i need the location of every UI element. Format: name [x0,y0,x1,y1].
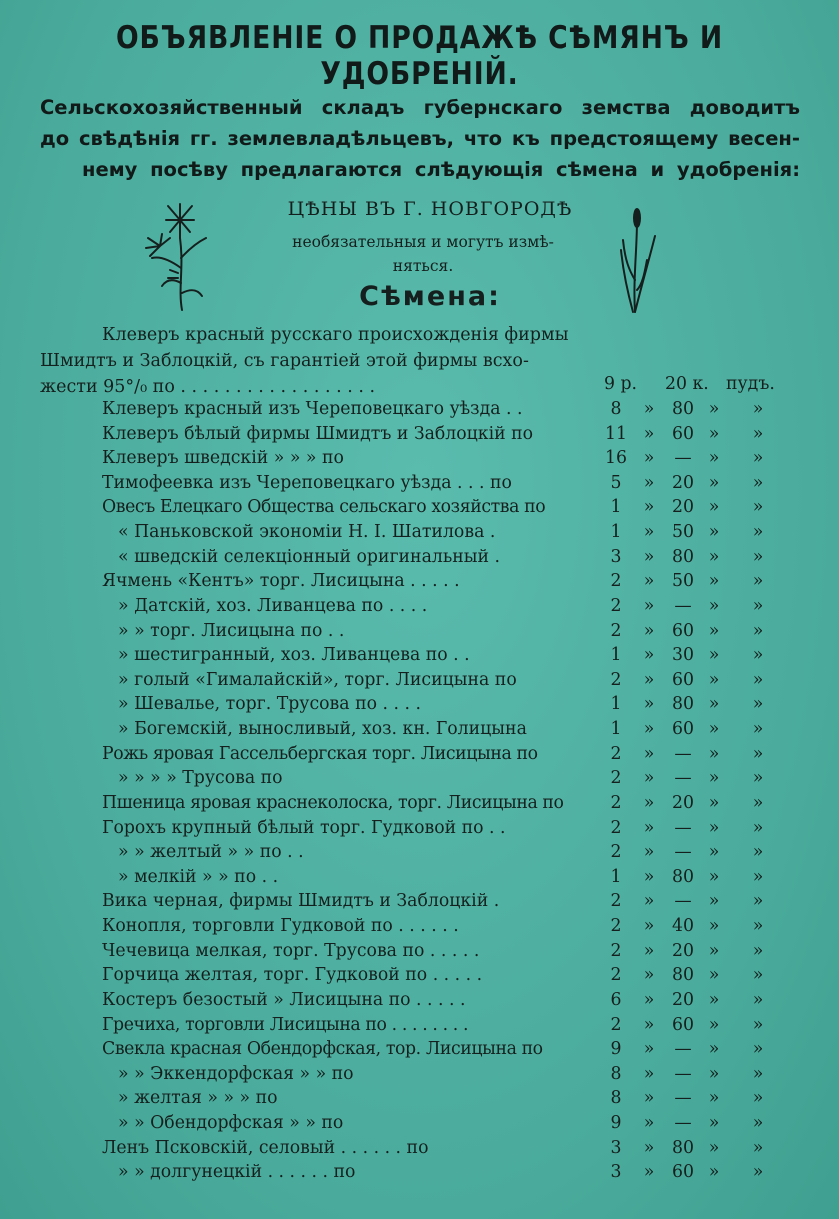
price-row [0,670,839,695]
ditto-mark: » [643,694,655,715]
price-rubles: 2 [610,768,622,789]
price-kopecks: — [674,1088,692,1109]
price-rubles: 1 [610,522,622,543]
note-line: необязательныя и могутъ измѣ- [292,233,554,251]
ditto-mark: » [752,1137,764,1158]
price-kopecks: — [674,891,692,912]
ditto-mark: » [643,595,655,616]
ditto-mark: » [752,423,764,444]
price-rubles: 9 р. [604,374,638,394]
price-kopecks: 60 [672,423,694,444]
ditto-mark: » [752,1088,764,1109]
price-kopecks: — [674,768,692,789]
price-kopecks: 60 [672,1162,694,1183]
price-rubles: 2 [610,1014,622,1035]
price-kopecks: 60 [672,620,694,641]
ditto-mark: » [643,891,655,912]
seeds-heading: Сѣмена: [359,281,501,312]
item-name: « Паньковской экономіи Н. І. Шатилова . [118,522,496,543]
first-item-line: жести 95°/₀ по . . . . . . . . . . . . . . . . . . [40,377,376,397]
ditto-mark: » [752,965,764,986]
price-row [0,1015,839,1040]
price-row [0,719,839,744]
price-rubles: 2 [610,792,622,813]
price-kopecks: — [674,1039,692,1060]
item-name: Вика черная, фирмы Шмидтъ и Заблоцкій . [102,891,500,912]
price-rubles: 1 [610,645,622,666]
price-rubles: 2 [610,620,622,641]
ditto-mark: » [752,546,764,567]
price-row [0,1039,839,1064]
ditto-mark: » [643,472,655,493]
ditto-mark: » [752,595,764,616]
ditto-mark: » [643,1088,655,1109]
ditto-mark: » [708,1063,720,1084]
price-row [0,1138,839,1163]
ditto-mark: » [643,989,655,1010]
price-row [0,1064,839,1089]
price-rubles: 6 [610,989,622,1010]
intro-paragraph [40,92,800,185]
price-row [0,867,839,892]
price-row [0,497,839,522]
price-row [0,621,839,646]
item-name: » » Эккендорфская » » по [118,1063,354,1084]
ditto-mark: » [643,571,655,592]
price-rubles: 2 [610,916,622,937]
price-kopecks: 60 [672,719,694,740]
price-row [0,448,839,473]
ditto-mark: » [643,965,655,986]
price-rubles: 5 [610,472,622,493]
ditto-mark: » [643,719,655,740]
price-rubles: 3 [610,1137,622,1158]
ditto-mark: » [708,891,720,912]
price-rubles: 2 [610,571,622,592]
ditto-mark: » [708,866,720,887]
ditto-mark: » [643,399,655,419]
item-name: Горохъ крупный бѣлый торг. Гудковой по . . [102,817,506,838]
price-kopecks: — [674,448,692,469]
ditto-mark: » [708,595,720,616]
ditto-mark: » [643,669,655,690]
item-name: » » долгунецкій . . . . . . по [118,1162,356,1183]
price-kopecks: 20 [672,989,694,1010]
ditto-mark: » [708,989,720,1010]
price-rubles: 3 [610,1162,622,1183]
ditto-mark: » [708,842,720,863]
price-row [0,842,839,867]
price-rubles: 16 [605,448,627,469]
item-name: » » торг. Лисицына по . . [118,620,345,641]
price-rubles: 2 [610,743,622,764]
ditto-mark: » [643,522,655,543]
price-kopecks: 20 [672,472,694,493]
item-name: Гречиха, торговли Лисицына по . . . . . . . . [102,1014,469,1035]
price-kopecks: 50 [672,571,694,592]
ditto-mark: » [752,817,764,838]
price-kopecks: 80 [672,965,694,986]
ditto-mark: » [708,768,720,789]
ditto-mark: » [643,546,655,567]
ditto-mark: » [708,546,720,567]
price-rubles: 9 [610,1039,622,1060]
price-kopecks: 20 [672,940,694,961]
ditto-mark: » [752,399,764,419]
item-name: Тимофеевка изъ Череповецкаго уѣзда . . . по [102,472,512,493]
ditto-mark: » [643,792,655,813]
price-row [0,965,839,990]
ditto-mark: » [708,620,720,641]
item-name: » Датскій, хоз. Ливанцева по . . . . [118,595,428,616]
page-title: ОБЪЯВЛЕНІЕ О ПРОДАЖѢ СѢМЯНЪ И УДОБРЕНІЙ. [115,20,724,92]
price-kopecks: — [674,817,692,838]
ditto-mark: » [643,743,655,764]
ditto-mark: » [752,497,764,518]
ditto-mark: » [708,792,720,813]
item-name: » шестигранный, хоз. Ливанцева по . . [118,645,470,666]
ditto-mark: » [708,645,720,666]
item-name: » Шевалье, торг. Трусова по . . . . [118,694,421,715]
intro-line: нему посѣву предлагаются слѣдующія сѣмена и удобренія: [82,158,800,181]
ditto-mark: » [643,1014,655,1035]
price-rubles: 1 [610,719,622,740]
item-name: « шведскій селекціонный оригинальный . [118,546,501,567]
price-rubles: 2 [610,891,622,912]
price-row [0,694,839,719]
price-rubles: 3 [610,546,622,567]
prices-note [248,230,598,278]
item-name: Горчица желтая, торг. Гудковой по . . . . . [102,965,483,986]
ditto-mark: » [643,423,655,444]
ditto-mark: » [752,989,764,1010]
item-name: Свекла красная Обендорфская, тор. Лисицына по [102,1039,543,1060]
ditto-mark: » [643,497,655,518]
ditto-mark: » [752,1112,764,1133]
ditto-mark: » [643,768,655,789]
ditto-mark: » [752,719,764,740]
first-item-line: Клеверъ красный русскаго происхожденія фирмы [102,325,569,345]
ditto-mark: » [708,817,720,838]
price-kopecks: 80 [672,694,694,715]
price-row [0,473,839,498]
ditto-mark: » [752,1014,764,1035]
price-row [0,818,839,843]
ditto-mark: » [643,842,655,863]
ditto-mark: » [752,768,764,789]
ditto-mark: » [752,916,764,937]
price-unit: пудъ. [726,374,775,394]
ditto-mark: » [708,423,720,444]
price-kopecks: 50 [672,522,694,543]
price-kopecks: 80 [672,399,694,419]
ditto-mark: » [708,743,720,764]
item-name: » » желтый » » по . . [118,842,304,863]
price-rubles: 2 [610,595,622,616]
item-name: Рожь яровая Гассельбергская торг. Лисицына по [102,743,538,764]
price-rubles: 11 [605,423,627,444]
item-name: Ячмень «Кентъ» торг. Лисицына . . . . . [102,571,460,592]
item-name: Чечевица мелкая, торг. Трусова по . . . . . [102,940,480,961]
price-row [0,793,839,818]
ditto-mark: » [752,694,764,715]
item-name: Костеръ безостый » Лисицына по . . . . . [102,989,466,1010]
price-rubles: 9 [610,1112,622,1133]
ditto-mark: » [708,522,720,543]
price-rubles: 2 [610,940,622,961]
price-rubles: 8 [610,399,622,419]
ditto-mark: » [643,1137,655,1158]
ditto-mark: » [708,694,720,715]
price-row [0,571,839,596]
ditto-mark: » [708,1112,720,1133]
price-kopecks: 20 [672,792,694,813]
ditto-mark: » [708,1162,720,1183]
price-row [0,399,839,424]
ditto-mark: » [708,448,720,469]
price-rubles: 2 [610,842,622,863]
ditto-mark: » [708,399,720,419]
ditto-mark: » [752,448,764,469]
item-name: Конопля, торговли Гудковой по . . . . . . [102,916,459,937]
ditto-mark: » [708,571,720,592]
price-row [0,522,839,547]
item-name: Клеверъ красный изъ Череповецкаго уѣзда . . [102,399,523,419]
first-item-line: Шмидтъ и Заблоцкій, съ гарантіей этой фирмы всхо- [40,351,529,371]
price-row [0,941,839,966]
ditto-mark: » [708,719,720,740]
ditto-mark: » [752,866,764,887]
ditto-mark: » [643,817,655,838]
item-name: Овесъ Елецкаго Общества сельскаго хозяйства по [102,497,546,518]
item-name: » Богемскій, выносливый, хоз. кн. Голицына [118,719,527,740]
ditto-mark: » [752,571,764,592]
ditto-mark: » [708,965,720,986]
price-kopecks: 80 [672,546,694,567]
ditto-mark: » [708,1014,720,1035]
price-kopecks: 60 [672,1014,694,1035]
note-line: няться. [392,257,454,275]
item-name: Пшеница яровая краснеколоска, торг. Лисицына по [102,792,564,813]
ditto-mark: » [752,940,764,961]
price-kopecks: 20 к. [665,374,709,394]
ditto-mark: » [643,1162,655,1183]
price-kopecks: 20 [672,497,694,518]
ditto-mark: » [708,1039,720,1060]
ditto-mark: » [708,669,720,690]
item-name: Клеверъ шведскій » » » по [102,448,344,469]
intro-line: Сельскохозяйственный складъ губернскаго земства доводитъ [40,96,800,119]
ditto-mark: » [643,448,655,469]
ditto-mark: » [752,522,764,543]
price-kopecks: — [674,1063,692,1084]
item-name: » желтая » » » по [118,1088,278,1109]
price-row [0,990,839,1015]
ditto-mark: » [643,866,655,887]
item-name: » мелкій » » по . . [118,866,279,887]
item-name: » голый «Гималайскій», торг. Лисицына по [118,669,517,690]
ditto-mark: » [752,792,764,813]
price-kopecks: 80 [672,866,694,887]
price-rubles: 8 [610,1088,622,1109]
item-name: Клеверъ бѣлый фирмы Шмидтъ и Заблоцкій по [102,423,534,444]
price-row [0,547,839,572]
ditto-mark: » [643,1063,655,1084]
price-kopecks: 60 [672,669,694,690]
price-kopecks: 40 [672,916,694,937]
ditto-mark: » [708,1088,720,1109]
ditto-mark: » [752,842,764,863]
item-name: Ленъ Псковскій, селовый . . . . . . по [102,1137,429,1158]
ditto-mark: » [643,620,655,641]
price-kopecks: — [674,1112,692,1133]
ditto-mark: » [708,940,720,961]
ditto-mark: » [643,1039,655,1060]
reed-ornament-icon [615,200,660,315]
price-row [0,768,839,793]
ditto-mark: » [643,1112,655,1133]
price-row [0,1113,839,1138]
price-row [0,645,839,670]
price-row [0,916,839,941]
intro-line: до свѣдѣнія гг. землевладѣльцевъ, что къ предстоящему весен- [40,127,800,150]
price-rubles: 2 [610,669,622,690]
ditto-mark: » [752,645,764,666]
ditto-mark: » [752,1063,764,1084]
price-rubles: 1 [610,694,622,715]
price-kopecks: — [674,743,692,764]
price-kopecks: 30 [672,645,694,666]
price-kopecks: — [674,595,692,616]
price-row [0,596,839,621]
ditto-mark: » [643,645,655,666]
prices-header: ЦѢНЫ ВЪ Г. НОВГОРОДѢ [287,198,573,220]
ditto-mark: » [643,916,655,937]
ditto-mark: » [708,497,720,518]
price-rubles: 1 [610,866,622,887]
flower-ornament-icon [140,198,220,313]
ditto-mark: » [752,620,764,641]
item-name: » » » » Трусова по [118,768,283,789]
ditto-mark: » [752,743,764,764]
price-rubles: 2 [610,817,622,838]
price-row [0,424,839,449]
ditto-mark: » [752,891,764,912]
ditto-mark: » [752,472,764,493]
price-kopecks: 80 [672,1137,694,1158]
item-name: » » Обендорфская » » по [118,1112,344,1133]
ditto-mark: » [708,1137,720,1158]
ditto-mark: » [643,940,655,961]
ditto-mark: » [752,1039,764,1060]
price-rubles: 2 [610,965,622,986]
price-rubles: 1 [610,497,622,518]
price-row [0,744,839,769]
ditto-mark: » [708,916,720,937]
price-row [0,1162,839,1187]
price-rubles: 8 [610,1063,622,1084]
first-item-price-row [0,374,839,399]
price-row [0,1088,839,1113]
ditto-mark: » [708,472,720,493]
price-kopecks: — [674,842,692,863]
ditto-mark: » [752,1162,764,1183]
price-row [0,891,839,916]
ditto-mark: » [752,669,764,690]
